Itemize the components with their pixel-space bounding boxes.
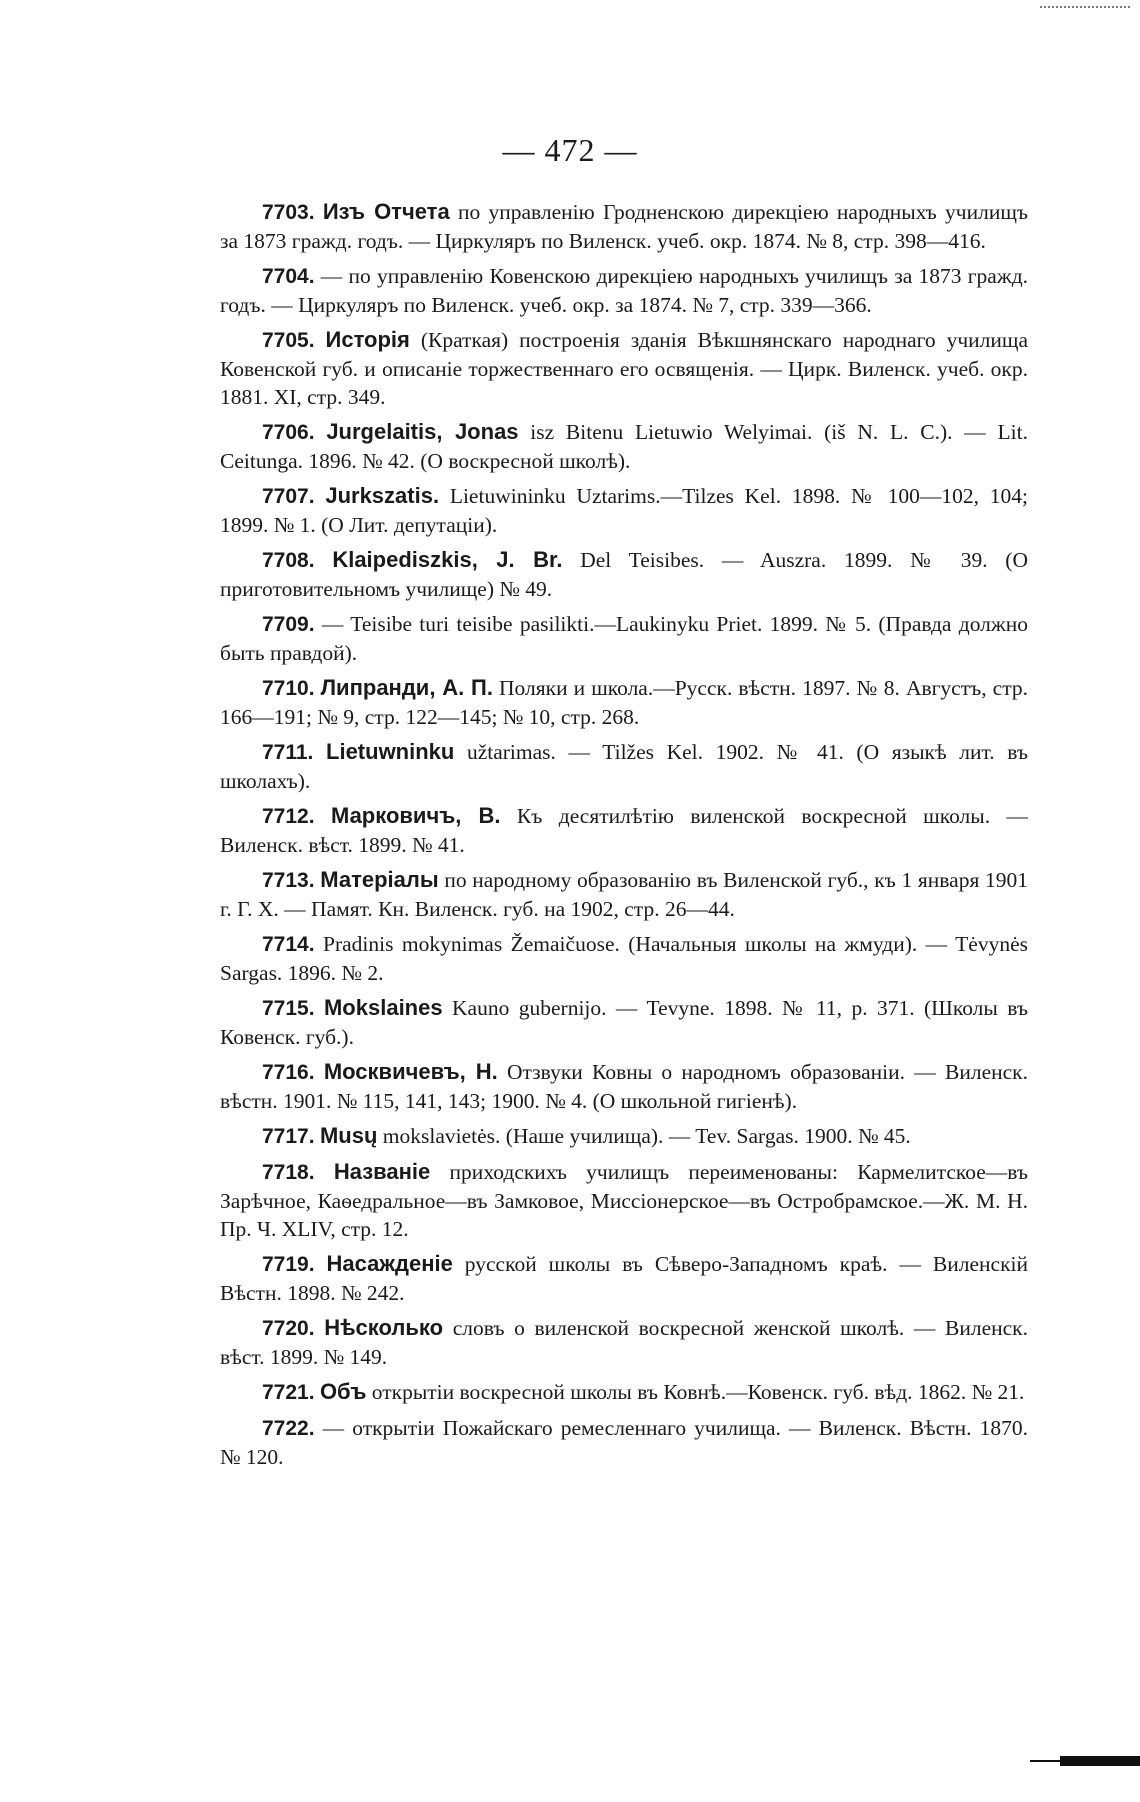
entry-number: 7703. bbox=[262, 201, 315, 224]
entry-text: Del Teisibes. — Auszra. 1899. № 39. (О приготовительномъ училище) № 49. bbox=[220, 548, 1028, 601]
entry-text: — по управленію Ковенскою дирекціею народныхъ училищъ за 1873 гражд. годъ. — Циркуляръ по Виленск. учеб. окр. за 1874. № 7, стр. 339—366. bbox=[220, 264, 1029, 317]
entry-number: 7717. bbox=[262, 1125, 315, 1148]
entry-text: словъ о виленской воскресной женской школѣ. — Виленск. вѣст. 1899. № 149. bbox=[220, 1316, 1029, 1369]
entry-heading: Jurkszatis. bbox=[325, 483, 440, 508]
entry-heading: Исторія bbox=[325, 327, 410, 352]
entry-number: 7713. bbox=[262, 869, 315, 892]
bibliography-entry bbox=[220, 1122, 1028, 1151]
bibliography-entry bbox=[220, 866, 1028, 923]
bibliography-entry bbox=[220, 482, 1028, 539]
bibliography-entry bbox=[220, 1314, 1028, 1371]
entry-heading: Москвичевъ, Н. bbox=[323, 1059, 498, 1084]
entry-number: 7710. bbox=[262, 677, 315, 700]
entry-text: — открытіи Пожайскаго ремесленнаго училища. — Виленск. Вѣстн. 1870. № 120. bbox=[220, 1416, 1028, 1469]
entry-number: 7708. bbox=[262, 549, 315, 572]
entry-number: 7721. bbox=[262, 1381, 315, 1404]
entry-text: (Краткая) построенія зданія Вѣкшнянскаго народнаго училища Ковенской губ. и описаніе торжественнаго его освященія. — Цирк. Виленск. учеб. окр. 1881. XI, стр. 349. bbox=[220, 328, 1028, 409]
entry-number: 7722. bbox=[262, 1417, 315, 1440]
bibliography-entry bbox=[220, 326, 1028, 411]
bibliography-entry bbox=[220, 610, 1028, 667]
entry-number: 7716. bbox=[262, 1061, 315, 1084]
bibliography-entry bbox=[220, 1158, 1028, 1243]
bibliography-entry bbox=[220, 546, 1028, 603]
entry-heading: Нѣсколько bbox=[324, 1315, 444, 1340]
entry-text: mokslavietės. (Наше училища). — Tev. Sargas. 1900. № 45. bbox=[377, 1124, 911, 1148]
entry-text: Къ десятилѣтію виленской воскресной школы. — Виленск. вѣст. 1899. № 41. bbox=[220, 804, 1028, 857]
bibliography-entry bbox=[220, 1378, 1028, 1407]
entry-text: Lietuwininku Uztarims.—Tilzes Kel. 1898. № 100—102, 104; 1899. № 1. (О Лит. депутаціи). bbox=[220, 484, 1028, 537]
entry-number: 7711. bbox=[262, 741, 314, 764]
entry-text: Pradinis mokynimas Žemaičuose. (Начальныя школы на жмуди). — Tėvynės Sargas. 1896. № 2. bbox=[220, 932, 1029, 985]
entry-number: 7704. bbox=[262, 265, 315, 288]
entry-text: Отзвуки Ковны о народномъ образованіи. — Виленск. вѣстн. 1901. № 115, 141, 143; 1900. № 4. (О школьной гигіенѣ). bbox=[220, 1060, 1028, 1113]
entry-text: открытіи воскресной школы въ Ковнѣ.—Ковенск. губ. вѣд. 1862. № 21. bbox=[366, 1380, 1025, 1404]
bibliography-entry bbox=[220, 1250, 1028, 1307]
bibliography-entry bbox=[220, 802, 1028, 859]
entry-heading: Насажденіе bbox=[326, 1251, 453, 1276]
entry-heading: Lietuwninku bbox=[326, 739, 455, 764]
entry-heading: Липранди, А. П. bbox=[320, 675, 493, 700]
scan-edge-mark bbox=[1060, 1756, 1140, 1766]
entry-number: 7719. bbox=[262, 1253, 315, 1276]
entry-text: по народному образованію въ Виленской губ., къ 1 января 1901 г. Г. Х. — Памят. Кн. Виленск. губ. на 1902, стр. 26—44. bbox=[220, 868, 1029, 921]
entry-number: 7714. bbox=[262, 933, 315, 956]
bibliography-list bbox=[220, 198, 1028, 1478]
entry-text: Kauno gubernijo. — Tevyne. 1898. № 11, p. 371. (Школы въ Ковенск. губ.). bbox=[220, 996, 1029, 1049]
entry-text: isz Bitenu Lietuwio Welyimai. (iš N. L. C.). — Lit. Ceitunga. 1896. № 42. (О воскресной школѣ). bbox=[220, 420, 1028, 473]
bibliography-entry bbox=[220, 674, 1028, 731]
entry-heading: Mokslaines bbox=[323, 995, 443, 1020]
entry-text: Поляки и школа.—Русск. вѣстн. 1897. № 8. Августъ, стр. 166—191; № 9, стр. 122—145; № 10, стр. 268. bbox=[220, 676, 1028, 729]
bibliography-entry bbox=[220, 1414, 1028, 1471]
entry-number: 7707. bbox=[262, 485, 315, 508]
entry-number: 7705. bbox=[262, 329, 315, 352]
entry-heading: Изъ Отчета bbox=[322, 199, 450, 224]
entry-text: по управленію Гродненскою дирекціею народныхъ училищъ за 1873 гражд. годъ. — Циркуляръ по Виленск. учеб. окр. 1874. № 8, стр. 398—416. bbox=[220, 200, 1029, 253]
entry-text: приходскихъ училищъ переименованы: Кармелитское—въ Зарѣчное, Каѳедральное—въ Замковое, Миссіонерское—въ Остробрамское.—Ж. М. Н. Пр. Ч. XLIV, стр. 12. bbox=[220, 1160, 1029, 1241]
entry-heading: Матеріалы bbox=[320, 867, 439, 892]
page-number: — 472 — bbox=[502, 132, 638, 168]
bibliography-entry bbox=[220, 738, 1028, 795]
entry-number: 7720. bbox=[262, 1317, 315, 1340]
entry-heading: Объ bbox=[319, 1379, 367, 1404]
entry-heading: Марковичъ, В. bbox=[330, 803, 501, 828]
bibliography-entry bbox=[220, 262, 1028, 319]
entry-number: 7712. bbox=[262, 805, 315, 828]
scan-edge-mark bbox=[1040, 0, 1130, 8]
bibliography-entry bbox=[220, 930, 1028, 987]
entry-heading: Musų bbox=[319, 1123, 378, 1148]
bibliography-entry bbox=[220, 994, 1028, 1051]
bibliography-entry bbox=[220, 418, 1028, 475]
entry-text: русской школы въ Сѣверо-Западномъ краѣ. — Виленскій Вѣстн. 1898. № 242. bbox=[220, 1252, 1028, 1305]
bibliography-entry bbox=[220, 198, 1028, 255]
entry-heading: Klaipediszkis, J. Br. bbox=[332, 547, 563, 572]
entry-heading: Jurgelaitis, Jonas bbox=[326, 419, 519, 444]
entry-heading: Названіе bbox=[333, 1159, 431, 1184]
entry-number: 7706. bbox=[262, 421, 315, 444]
entry-number: 7718. bbox=[262, 1161, 315, 1184]
bibliography-entry bbox=[220, 1058, 1028, 1115]
entry-number: 7715. bbox=[262, 997, 315, 1020]
entry-text: užtarimas. — Tilžes Kel. 1902. № 41. (О языкѣ лит. въ школахъ). bbox=[220, 740, 1028, 793]
entry-number: 7709. bbox=[262, 613, 315, 636]
entry-text: — Teisibe turi teisibe pasilikti.—Laukinyku Priet. 1899. № 5. (Правда должно быть правдой). bbox=[220, 612, 1028, 665]
